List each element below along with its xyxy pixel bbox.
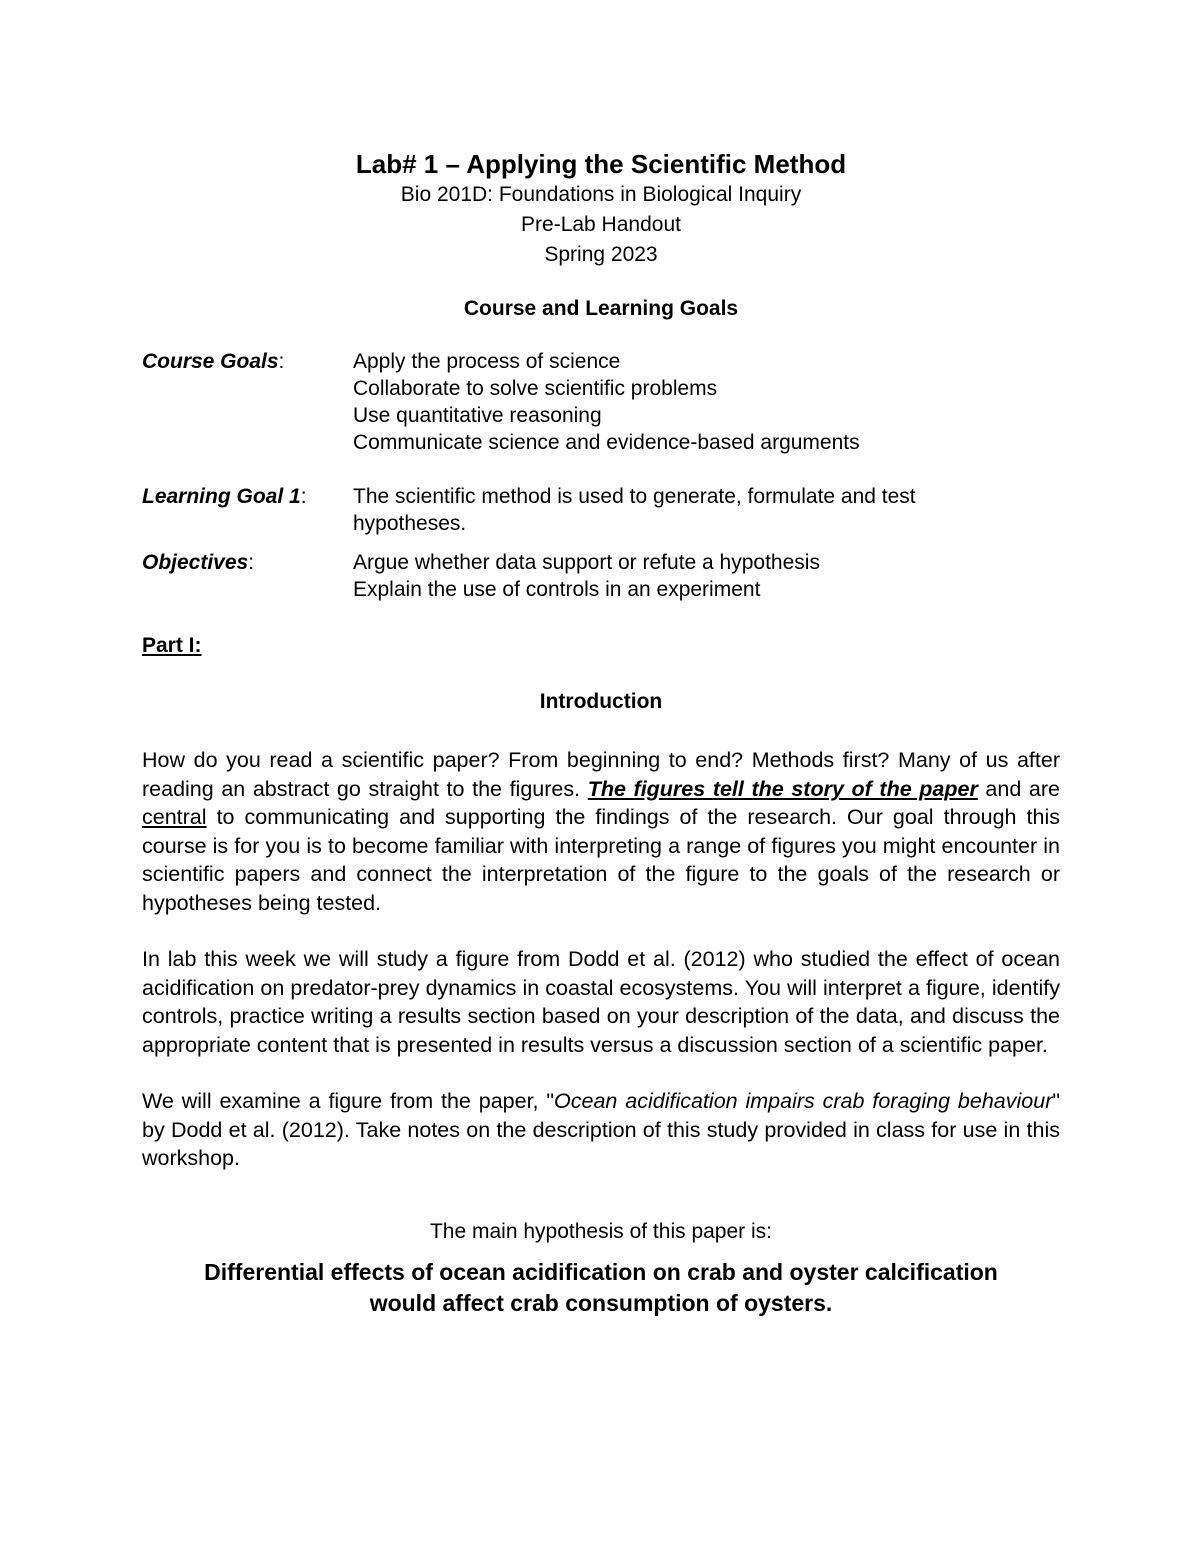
- document-page: [142, 148, 1060, 1319]
- objective-item: Explain the use of controls in an experiment: [353, 578, 761, 601]
- course-goal-item: Use quantitative reasoning: [353, 404, 602, 427]
- course-goal-item: Collaborate to solve scientific problems: [353, 377, 718, 400]
- intro-paragraph-1: How do you read a scientific paper? From beginning to end? Methods first? Many of us after reading an abstract go straight to the figures. The figures tell the story of the paper and are central to communicating and supporting the findings of the research. Our goal through this course is for you is to become familiar with interpreting a range of figures you might encounter in scientific papers and connect the interpretation of the figure to the goals of the research or hypotheses being tested.: [142, 748, 1060, 915]
- main-hypothesis: Differential effects of ocean acidification on crab and oyster calcification would affect crab consumption of oysters.: [204, 1258, 998, 1316]
- course-goals-list: [353, 348, 860, 456]
- lab-title: Lab# 1 – Applying the Scientific Method: [355, 149, 847, 179]
- learning-goal-label: Learning Goal 1: [142, 485, 301, 508]
- hypothesis-lead: The main hypothesis of this paper is:: [429, 1219, 772, 1243]
- handout-type: Pre-Lab Handout: [521, 213, 681, 236]
- objectives-row: Objectives: Argue whether data support or refute a hypothesis Explain the use of controls in an experiment: [142, 551, 820, 601]
- course-goals-row: Course Goals: Apply the process of science Collaborate to solve scientific problems Use quantitative reasoning Communicate science and evidence-based arguments: [142, 350, 860, 454]
- intro-paragraph-3: We will examine a figure from the paper, "Ocean acidification impairs crab foraging behaviour" by Dodd et al. (2012). Take notes on the description of this study provided in class for use in this workshop.: [142, 1089, 1060, 1170]
- introduction-heading: Introduction: [539, 690, 663, 713]
- objectives-label: Objectives: [142, 551, 249, 574]
- course-name: Bio 201D: Foundations in Biological Inquiry: [400, 183, 802, 206]
- learning-goal-row: Learning Goal 1: The scientific method is used to generate, formulate and test hypotheses.: [142, 485, 916, 535]
- term: Spring 2023: [544, 243, 658, 266]
- emphasis-text: The figures tell the story of the paper: [587, 776, 978, 801]
- goals-section: [142, 348, 1060, 603]
- underlined-word: central: [142, 805, 207, 829]
- course-goals-label: Course Goals: [142, 350, 279, 373]
- learning-goal-text: The scientific method is used to generate, formulate and test hypotheses.: [353, 485, 916, 535]
- objective-item: Argue whether data support or refute a hypothesis: [353, 551, 820, 574]
- paper-title: Ocean acidification impairs crab foraging behaviour: [554, 1089, 1053, 1113]
- course-goal-item: Apply the process of science: [353, 350, 621, 373]
- part-label: Part I:: [142, 634, 202, 657]
- objectives-list: [353, 549, 820, 603]
- intro-paragraph-2: In lab this week we will study a figure from Dodd et al. (2012) who studied the effect of ocean acidification on predator-prey dynamics in coastal ecosystems. You will interpret a figure, identify controls, practice writing a results section based on your description of the data, and discuss the appropriate content that is presented in results versus a discussion section of a scientific paper.: [142, 947, 1060, 1057]
- document-header: [142, 148, 1060, 270]
- goals-heading: Course and Learning Goals: [463, 297, 739, 320]
- course-goal-item: Communicate science and evidence-based arguments: [353, 431, 860, 454]
